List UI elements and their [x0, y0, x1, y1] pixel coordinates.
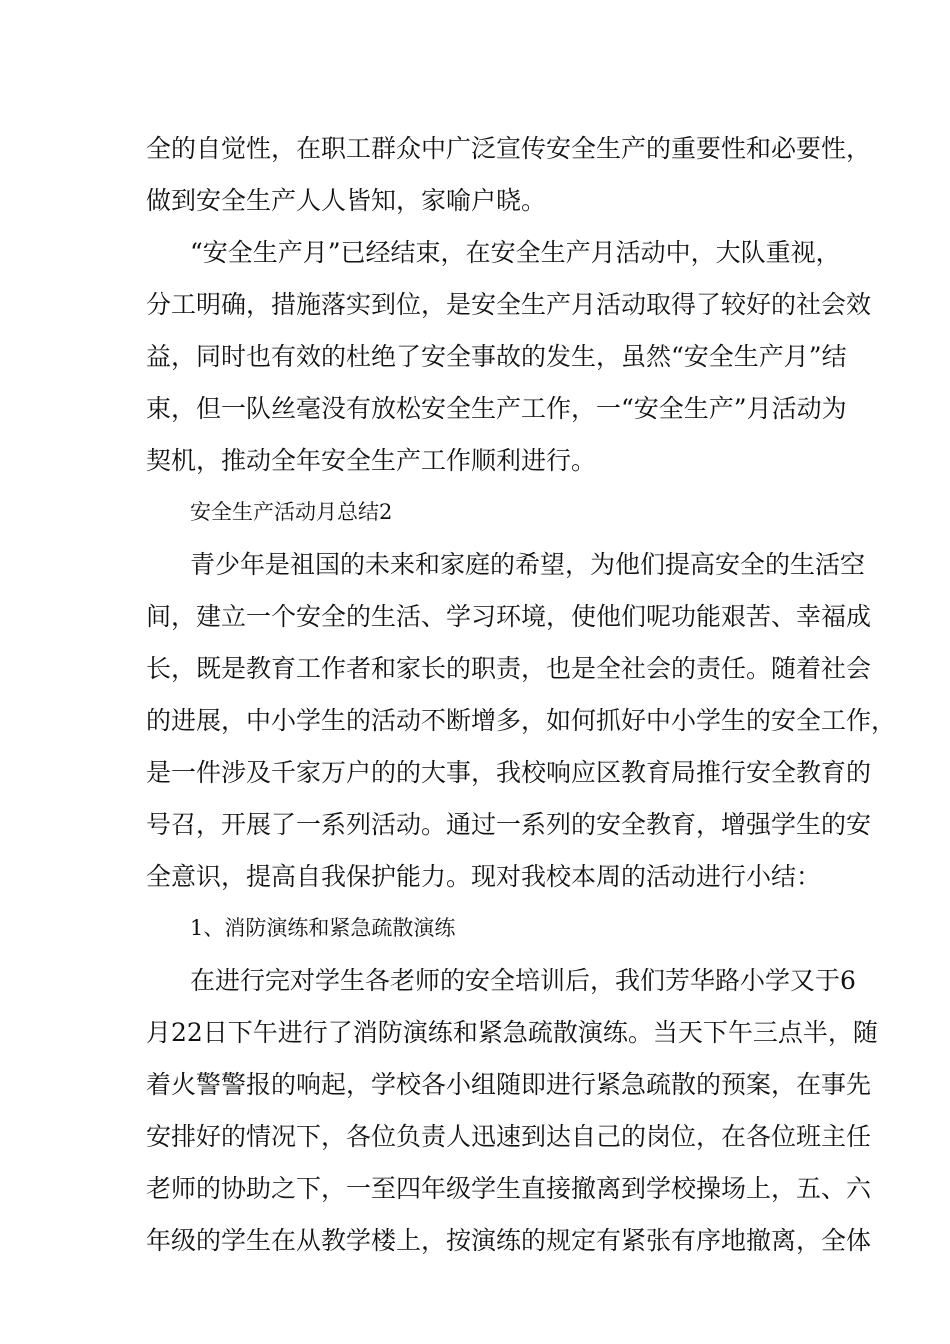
paragraph-6-line-6: 年级的学生在从教学楼上，按演练的规定有紧张有序地撤离，全体: [146, 1226, 872, 1255]
paragraph-6-line-4: 安排好的情况下，各位负责人迅速到达自己的岗位，在各位班主任: [146, 1122, 872, 1151]
paragraph-4-line-4: 的进展，中小学生的活动不断增多，如何抓好中小学生的安全工作，: [146, 706, 897, 735]
paragraph-2-line-5: 契机，推动全年安全生产工作顺利进行。: [146, 446, 597, 475]
paragraph-4-line-1: 青少年是祖国的未来和家庭的希望，为他们提高安全的生活空: [190, 550, 866, 579]
section-heading-2: 安全生产活动月总结2: [190, 500, 393, 524]
paragraph-4-line-6: 号召，开展了一系列活动。通过一系列的安全教育，增强学生的安: [146, 810, 872, 839]
paragraph-6-line-2: 月22日下午进行了消防演练和紧急疏散演练。当天下午三点半，随: [146, 1018, 878, 1047]
paragraph-1-line-2: 做到安全生产人人皆知，家喻户晓。: [146, 186, 547, 215]
paragraph-6-line-1: 在进行完对学生各老师的安全培训后，我们芳华路小学又于6: [190, 966, 856, 995]
paragraph-6-line-5: 老师的协助之下，一至四年级学生直接撤离到学校操场上，五、六: [146, 1174, 872, 1203]
paragraph-2-line-1: “安全生产月”已经结束，在安全生产月活动中，大队重视，: [190, 238, 841, 267]
paragraph-6-line-3: 着火警警报的响起，学校各小组随即进行紧急疏散的预案，在事先: [146, 1070, 872, 1099]
paragraph-2-line-3: 益，同时也有效的杜绝了安全事故的发生，虽然“安全生产月”结: [146, 342, 847, 371]
paragraph-4-line-3: 长，既是教育工作者和家长的职责，也是全社会的责任。随着社会: [146, 654, 872, 683]
paragraph-2-line-4: 束，但一队丝毫没有放松安全生产工作，一“安全生产”月活动为: [146, 394, 847, 423]
paragraph-2-line-2: 分工明确，措施落实到位，是安全生产月活动取得了较好的社会效: [146, 290, 872, 319]
paragraph-1-line-1: 全的自觉性，在职工群众中广泛宣传安全生产的重要性和必要性，: [146, 134, 872, 163]
paragraph-4-line-7: 全意识，提高自我保护能力。现对我校本周的活动进行小结：: [146, 862, 822, 891]
paragraph-4-line-5: 是一件涉及千家万户的的大事，我校响应区教育局推行安全教育的: [146, 758, 872, 787]
paragraph-4-line-2: 间，建立一个安全的生活、学习环境，使他们呢功能艰苦、幸福成: [146, 602, 872, 631]
subsection-heading-1: 1、消防演练和紧急疏散演练: [190, 916, 456, 940]
